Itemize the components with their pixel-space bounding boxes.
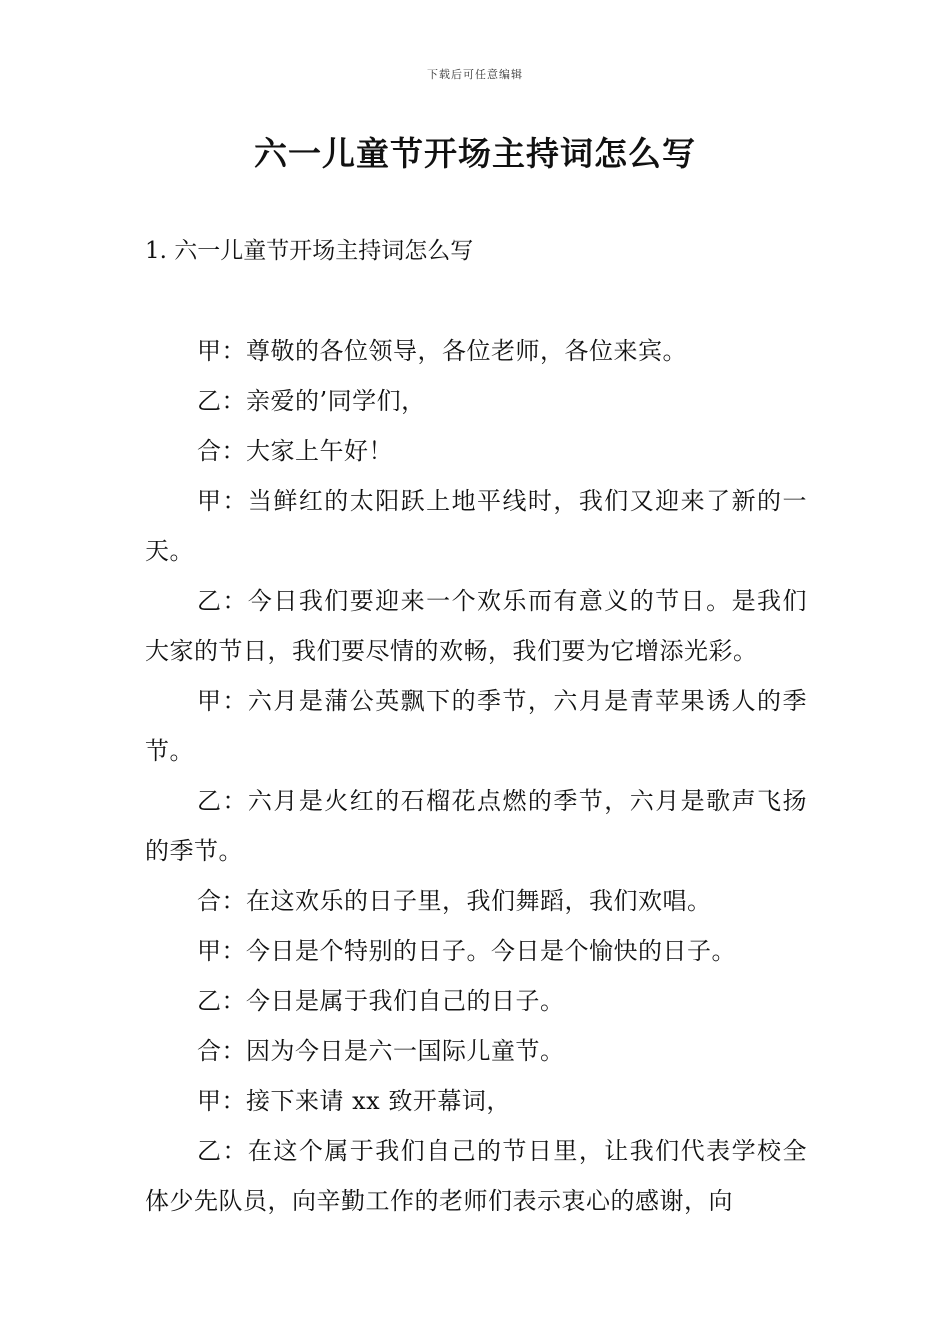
paragraph: 甲：今日是个特别的日子。今日是个愉快的日子。 — [197, 937, 736, 965]
paragraph: 乙：今日我们要迎来一个欢乐而有意义的节日。是我们大家的节日，我们要尽情的欢畅，我们要为它增添光彩。 — [145, 587, 807, 665]
paragraph: 甲：六月是蒲公英飘下的季节，六月是青苹果诱人的季节。 — [145, 687, 807, 765]
paragraph: 甲：尊敬的各位领导，各位老师，各位来宾。 — [197, 337, 687, 365]
paragraph: 合：在这欢乐的日子里，我们舞蹈，我们欢唱。 — [197, 887, 712, 915]
paragraph: 甲：接下来请 xx 致开幕词， — [197, 1087, 511, 1115]
paragraph: 乙：今日是属于我们自己的日子。 — [197, 987, 565, 1015]
paragraph: 甲：当鲜红的太阳跃上地平线时，我们又迎来了新的一天。 — [145, 487, 807, 565]
paragraph: 合：因为今日是六一国际儿童节。 — [197, 1037, 565, 1065]
document-title: 六一儿童节开场主持词怎么写 — [254, 134, 696, 173]
paragraph: 合：大家上午好！ — [197, 437, 393, 465]
document-body — [145, 326, 807, 1226]
paragraph: 乙：六月是火红的石榴花点燃的季节，六月是歌声飞扬的季节。 — [145, 787, 807, 865]
paragraph: 乙：亲爱的’同学们， — [197, 387, 426, 415]
section-heading: 1. 六一儿童节开场主持词怎么写 — [145, 238, 474, 264]
paragraph: 乙：在这个属于我们自己的节日里，让我们代表学校全体少先队员，向辛勤工作的老师们表示衷心的感谢，向 — [145, 1137, 807, 1215]
page-header-note: 下载后可任意编辑 — [427, 68, 523, 81]
